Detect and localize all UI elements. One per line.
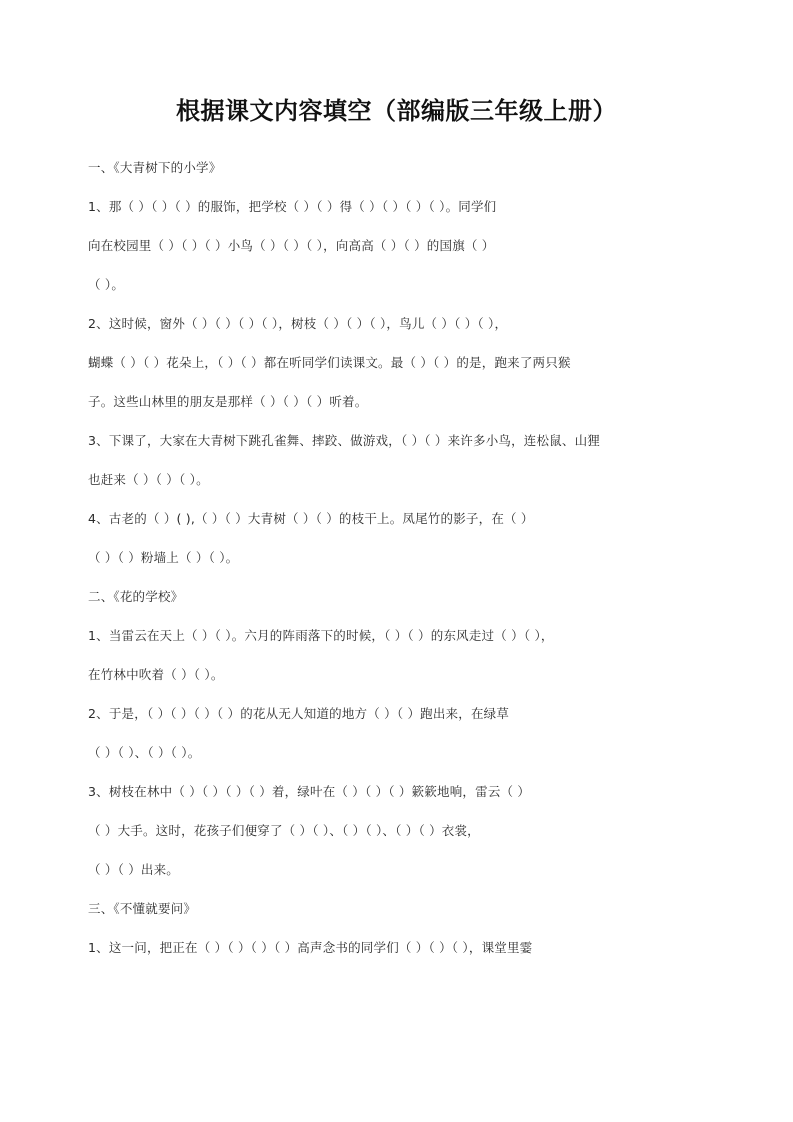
question-line: 在竹林中吹着（ ）（ ）。	[88, 667, 224, 682]
question-line: 3、树枝在林中（ ）（ ）（ ）（ ）着，绿叶在（ ）（ ）（ ）簌簌地响，雷云（ ）	[88, 784, 531, 799]
question-line: 蝴蝶（ ）（ ）花朵上，（ ）（ ）都在听同学们读课文。最（ ）（ ）的是，跑来了两只猴	[88, 355, 571, 370]
question-line: （ ）（ ）粉墙上（ ）（ ）。	[88, 550, 239, 565]
question-line: 1、当雷云在天上（ ）（ ）。六月的阵雨落下的时候，（ ）（ ）的东风走过（ ）（ ），	[88, 628, 554, 643]
question-line: 向在校园里（ ）（ ）（ ）小鸟（ ）（ ）（ ），向高高（ ）（ ）的国旗（ ）	[88, 238, 495, 253]
question-line: 1、这一问，把正在（ ）（ ）（ ）（ ）高声念书的同学们（ ）（ ）（ ），课堂里霎	[88, 940, 533, 955]
question-line: 3、下课了，大家在大青树下跳孔雀舞、摔跤、做游戏，（ ）（ ）来许多小鸟，连松鼠、山狸	[88, 433, 601, 448]
question-line: （ ）（ ）出来。	[88, 862, 179, 877]
question-line: （ ）（ ）、（ ）（ ）。	[88, 745, 201, 760]
question-line: （ ）大手。这时，花孩子们便穿了（ ）（ ）、（ ）（ ）、（ ）（ ）衣裳，	[88, 823, 480, 838]
question-line: 4、古老的（ ）( ),（ ）（ ）大青树（ ）（ ）的枝干上。凤尾竹的影子，在（ ）	[88, 511, 534, 526]
section-heading-2: 二、《花的学校》	[88, 589, 184, 604]
question-line: 子。这些山林里的朋友是那样（ ）（ ）（ ）听着。	[88, 394, 368, 409]
section-heading-3: 三、《不懂就要问》	[88, 901, 197, 916]
section-heading-1: 一、《大青树下的小学》	[88, 160, 222, 175]
question-line: 也赶来（ ）（ ）（ ）。	[88, 472, 209, 487]
page-title: 根据课文内容填空（部编版三年级上册）	[176, 97, 617, 125]
question-line: 2、这时候，窗外（ ）（ ）（ ）（ ），树枝（ ）（ ）（ ），鸟儿（ ）（ ）（ ），	[88, 316, 508, 331]
document-body	[88, 148, 712, 967]
question-line: 2、于是，（ ）（ ）（ ）（ ）的花从无人知道的地方（ ）（ ）跑出来，在绿草	[88, 706, 510, 721]
question-line: （ ）。	[88, 277, 125, 292]
question-line: 1、那（ ）（ ）（ ）的服饰，把学校（ ）（ ）得（ ）（ ）（ ）（ ）。同学们	[88, 199, 497, 214]
